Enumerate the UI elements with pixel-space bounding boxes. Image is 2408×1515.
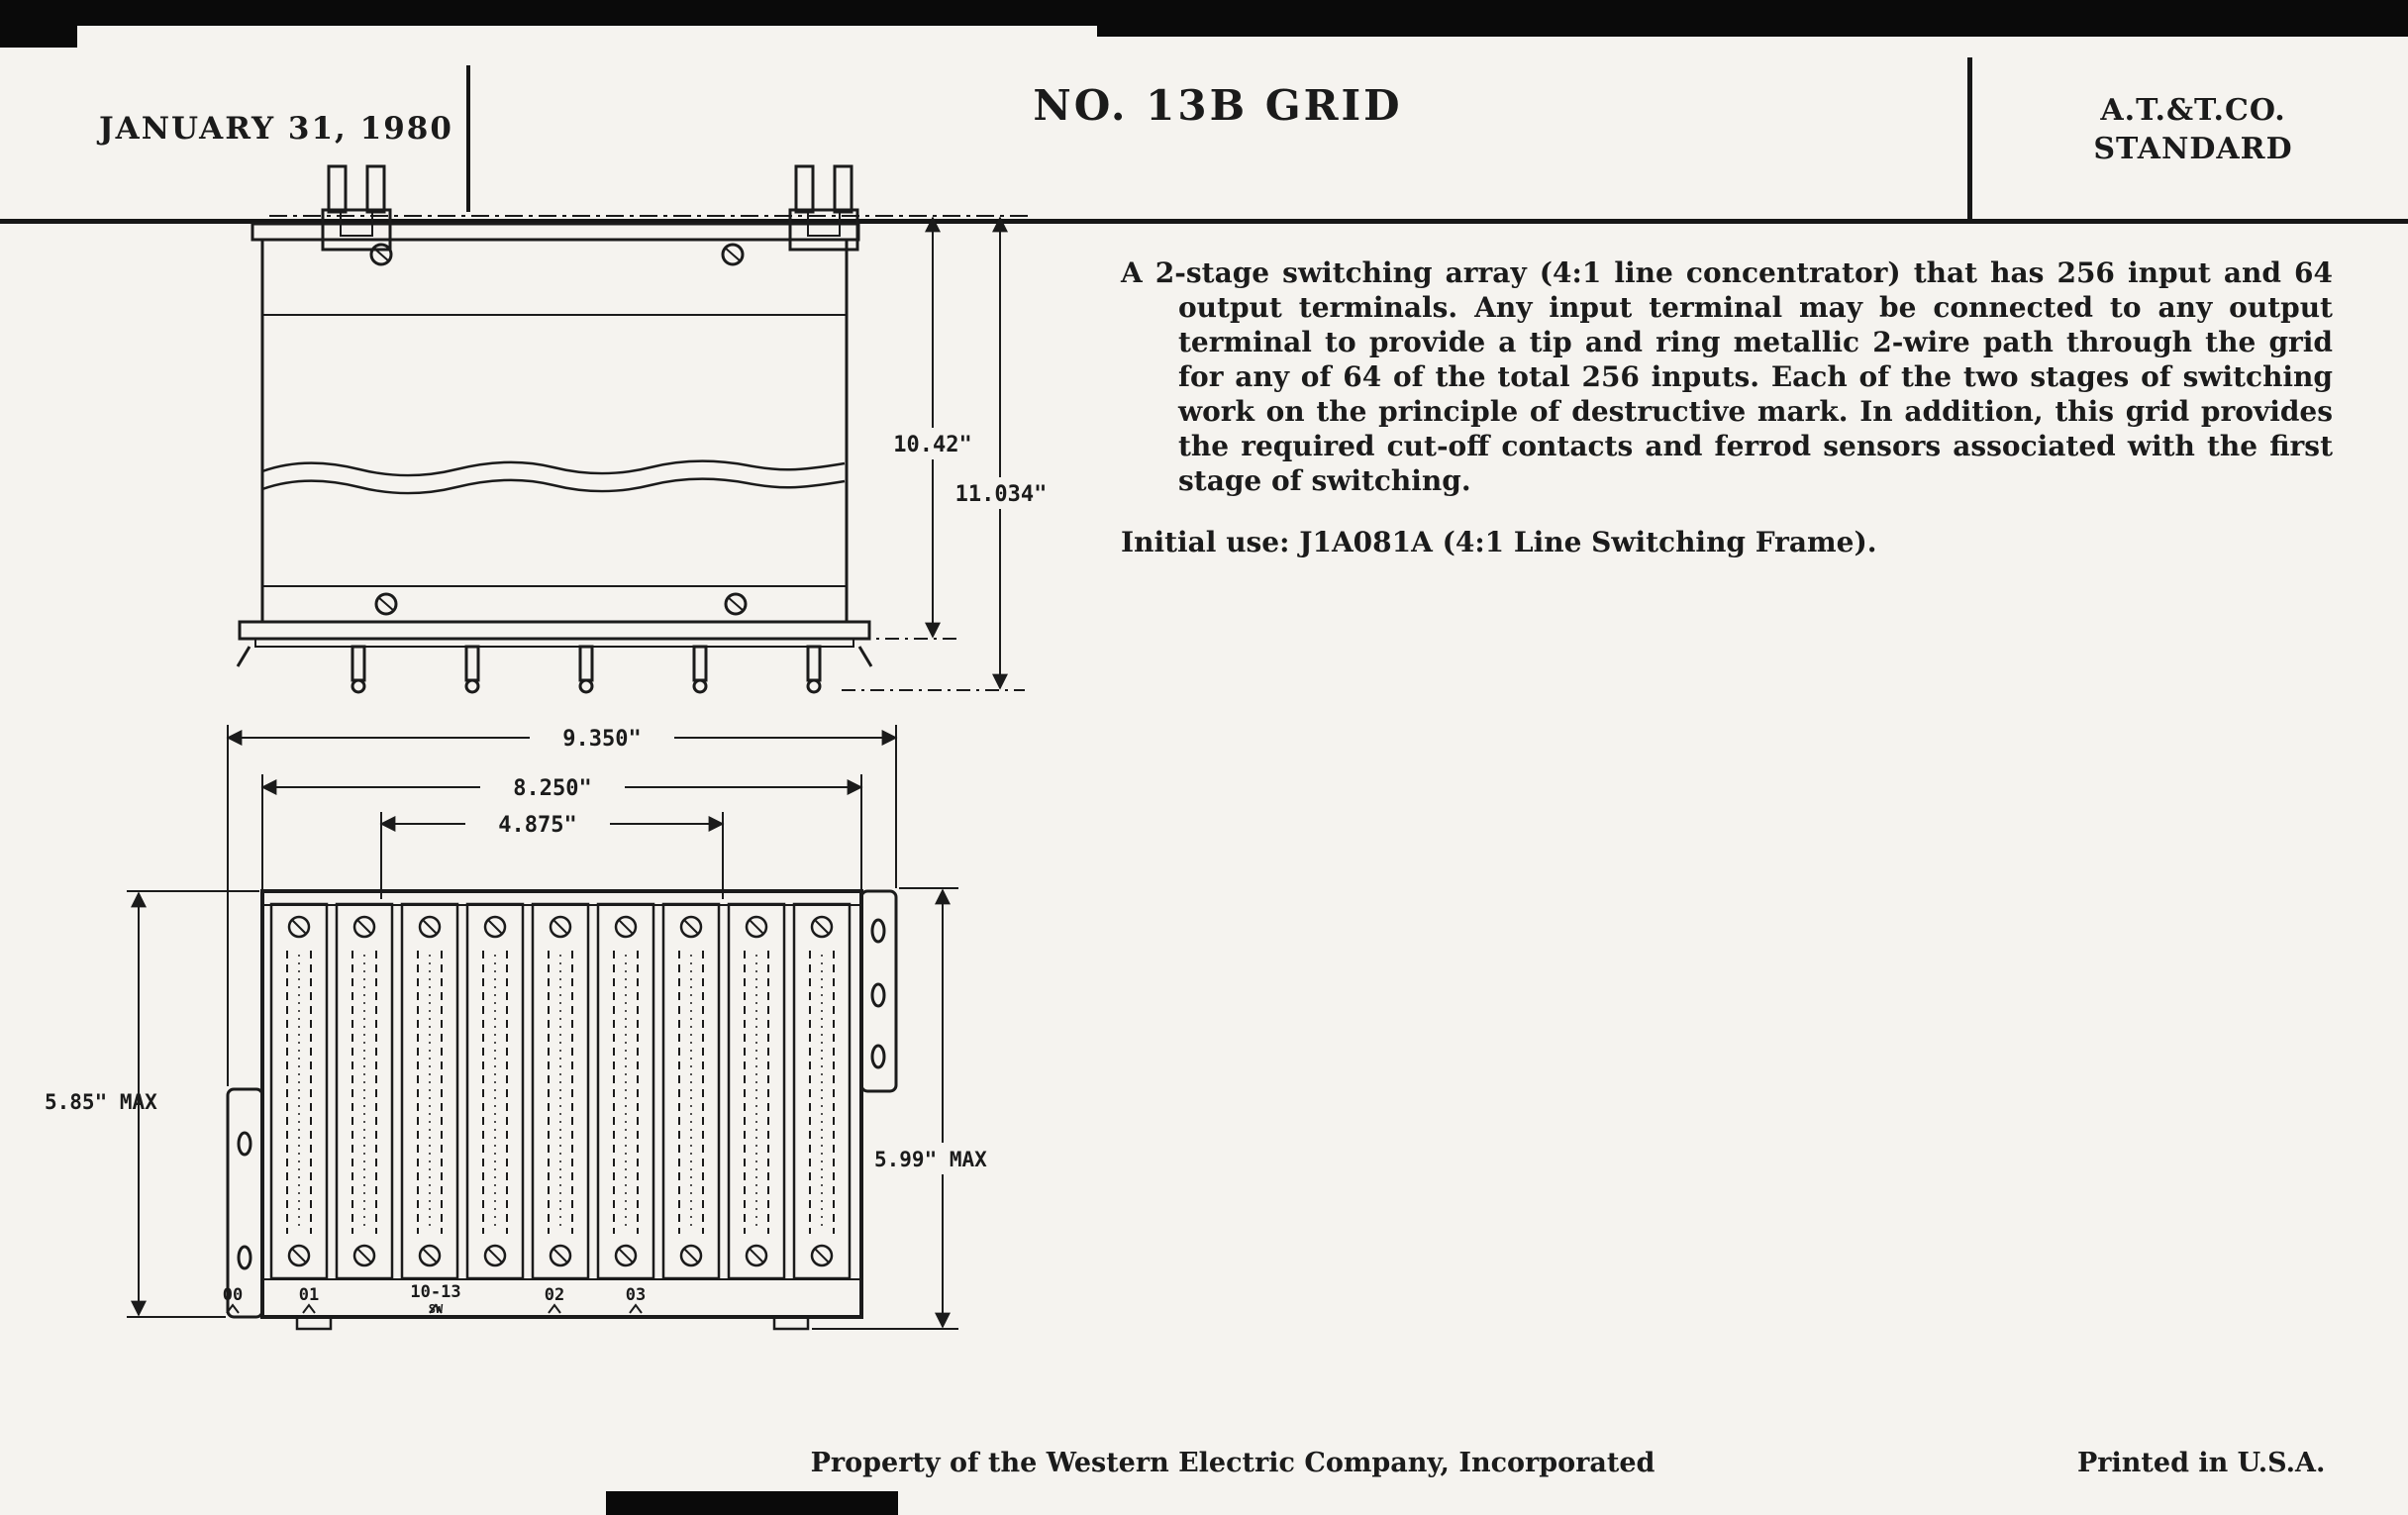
org-line-1: A.T.&T.CO.	[2100, 93, 2286, 128]
slot-label-01: 01	[298, 1285, 320, 1305]
side-view-drawing	[198, 158, 1069, 698]
document-date: JANUARY 31, 1980	[99, 111, 453, 147]
printed-notice: Printed in U.S.A.	[2077, 1448, 2326, 1478]
description-paragraph: A 2-stage switching array (4:1 line concentrator) that has 256 input and 64 output terminals. Any input terminal may be connected to any output terminal to provide a tip and ring metallic 2-wire path through the grid for any of 64 of the total 256 inputs. Each of the two stages of switching work on the principle of destructive mark. In addition, this grid provides the required cut-off contacts and ferrod sensors associated with the first stage of switching.	[1121, 256, 2333, 497]
initial-use-line: Initial use: J1A081A (4:1 Line Switching Frame).	[1121, 526, 1877, 558]
dim-side-outer-label: 11.034"	[954, 482, 1048, 507]
dim-front-width-outer-label: 9.350"	[562, 727, 642, 752]
slot-label-02: 02	[544, 1285, 565, 1305]
dim-front-height-left-label: 5.85" MAX	[45, 1090, 157, 1114]
org-line-2: STANDARD	[2093, 132, 2293, 166]
dim-front-height-right-label: 5.99" MAX	[874, 1148, 987, 1171]
property-notice: Property of the Western Electric Company, Incorporated	[810, 1448, 1656, 1478]
front-view-drawing	[40, 705, 1040, 1349]
slot-label-00: 00	[222, 1285, 244, 1305]
scan-artifact-bottom-bar	[606, 1491, 898, 1515]
header-divider-right	[1967, 57, 1972, 224]
slot-label-03: 03	[625, 1285, 647, 1305]
org-standard-block	[1980, 91, 2406, 168]
slot-sublabel-sw: SW	[428, 1302, 444, 1316]
dim-side-inner-label: 10.42"	[893, 433, 972, 457]
scan-artifact-top-left	[0, 0, 77, 48]
page-title: NO. 13B GRID	[1033, 81, 1403, 130]
slot-label-10-13: 10-13	[410, 1282, 461, 1302]
dim-front-width-inner-label: 4.875"	[498, 813, 577, 838]
dim-front-width-mid-label: 8.250"	[513, 776, 592, 801]
scan-artifact-top-right	[1097, 0, 2408, 37]
